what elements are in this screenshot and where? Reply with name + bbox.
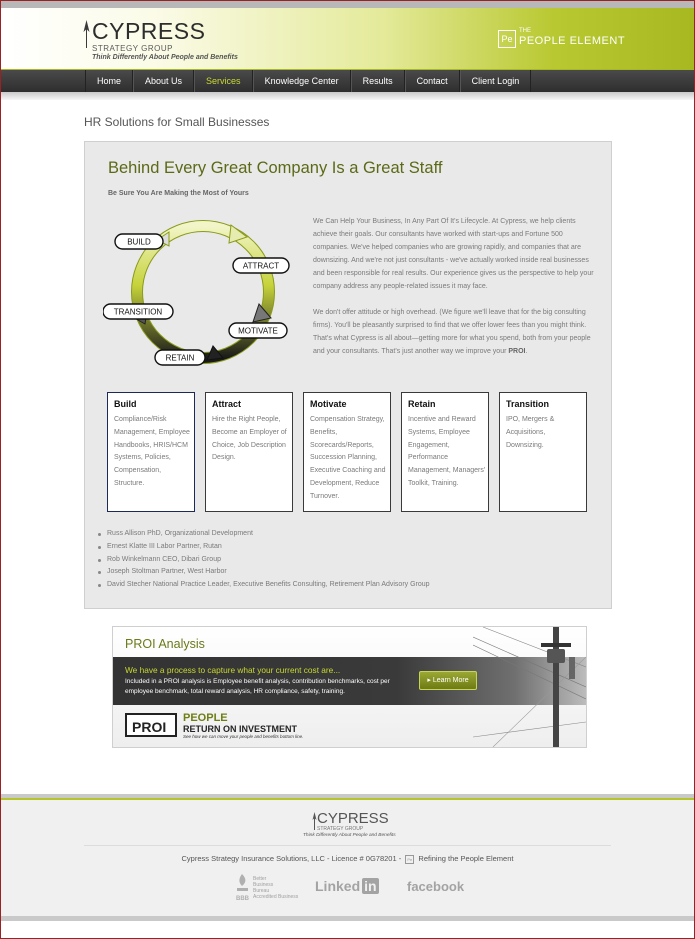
pe-name: PEOPLE ELEMENT: [519, 35, 626, 47]
bbb-torch-icon: [234, 874, 251, 902]
footer-logo-sub: STRATEGY GROUP: [317, 826, 364, 832]
pe-small-icon: Pe: [405, 855, 414, 864]
nav-shadow: [1, 92, 694, 100]
list-item: Rob Winkelmann CEO, Dibari Group: [97, 554, 430, 567]
bottom-strip: [1, 916, 694, 921]
cycle-label-transition: [103, 304, 173, 319]
pe-mark-icon: Pe: [498, 30, 516, 48]
nav-home[interactable]: Home: [85, 70, 133, 92]
proi-people-text: PEOPLE: [183, 712, 228, 724]
card-title: Attract: [212, 399, 242, 409]
logo-name: CYPRESS: [92, 18, 206, 44]
panel-heading: Behind Every Great Company Is a Great Staff: [108, 159, 443, 177]
svg-text:RETAIN: RETAIN: [165, 353, 195, 363]
main-nav: [1, 69, 694, 92]
card-retain: [401, 392, 489, 512]
nav-results[interactable]: Results: [351, 70, 405, 92]
card-motivate: [303, 392, 391, 512]
card-title: Build: [114, 399, 137, 409]
svg-text:TRANSITION: TRANSITION: [113, 307, 163, 317]
logo-sub: STRATEGY GROUP: [92, 44, 173, 53]
refining-link[interactable]: Refining the People Element: [418, 854, 514, 863]
intro-paragraph: We Can Help Your Business, In Any Part Of It's Lifecycle. At Cypress, we help clients achieve their goals. Our consultants have worked with start-ups and Fortune 500 companies. We've helped companies who are growing rapidly, and companies that are downsizing. And we're not just consultants - we've actually worked inside real businesses and been responsible for real results. Our experience gives us the perspective to help your company address any people-related issues it may face.: [313, 218, 594, 290]
logo-tagline: Think Differently About People and Benefits: [92, 54, 238, 61]
bbb-badge[interactable]: [234, 874, 299, 904]
site-footer: [1, 794, 694, 920]
card-title: Motivate: [310, 399, 347, 409]
svg-text:BBB: BBB: [236, 896, 249, 902]
card-title: Transition: [506, 399, 550, 409]
card-text: Hire the Right People, Become an Employer of Choice, Job Description Design.: [212, 416, 287, 462]
proi-banner[interactable]: [112, 626, 587, 748]
footer-logo-tagline: Think Differently About People and Benefits: [303, 833, 396, 838]
bbb-text: Better Business Bureau Accredited Business: [253, 876, 299, 900]
linkedin-icon: in: [364, 878, 377, 894]
linkedin-link[interactable]: [315, 878, 379, 894]
linkedin-text: Linked: [315, 878, 361, 894]
facebook-link[interactable]: facebook: [407, 879, 465, 894]
learn-more-button[interactable]: [419, 671, 477, 690]
utility-pole-image: [473, 627, 586, 747]
site-header: [1, 8, 694, 69]
list-item: David Stecher National Practice Leader, Executive Benefits Consulting, Retirement Plan Advisory Group: [97, 579, 430, 592]
card-transition: [499, 392, 587, 512]
list-item: Russ Allison PhD, Organizational Development: [97, 528, 430, 541]
cycle-label-retain: [155, 350, 205, 365]
nav-about-us[interactable]: About Us: [133, 70, 194, 92]
card-build: [107, 392, 195, 512]
footer-licence: [1, 854, 694, 864]
footer-logo-name: CYPRESS: [317, 810, 389, 827]
svg-text:ATTRACT: ATTRACT: [242, 261, 280, 271]
banner-title: PROI Analysis: [125, 637, 205, 651]
card-text: Compensation Strategy, Benefits, Scorecards/Reports, Succession Planning, Executive Coaching and Development, Reduce Turnover.: [310, 416, 386, 500]
list-item: Ernest Klatte III Labor Partner, Rutan: [97, 541, 430, 554]
svg-text:BUILD: BUILD: [127, 237, 151, 247]
footer-divider: [84, 845, 611, 846]
svg-text:MOTIVATE: MOTIVATE: [238, 326, 278, 336]
card-text: Compliance/Risk Management, Employee Handbooks, HRIS/HCM Systems, Policies, Compensation, Structure.: [114, 416, 190, 487]
cycle-label-attract: [233, 258, 289, 273]
learn-more-label: Learn More: [432, 677, 469, 684]
card-text: Incentive and Reward Systems, Employee Engagement, Performance Management, Managers' Toolkit, Training.: [408, 416, 486, 487]
proi-tagline: See how we can move your people and benefits bottom line.: [183, 734, 304, 739]
banner-subtitle: We have a process to capture what your current cost are...: [125, 665, 341, 675]
card-text: IPO, Mergers & Acquisitions, Downsizing.: [506, 416, 555, 449]
card-attract: [205, 392, 293, 512]
list-item: Joseph Stoltman Partner, West Harbor: [97, 566, 430, 579]
footer-logo[interactable]: [303, 810, 403, 844]
nav-contact[interactable]: Contact: [405, 70, 460, 92]
footer-accent-line: [1, 798, 694, 800]
proi-roi-text: RETURN ON INVESTMENT: [183, 724, 298, 734]
play-icon: ▸: [427, 677, 433, 684]
top-strip: [1, 1, 694, 8]
banner-body: Included in a PROI analysis is Employee benefit analysis, contribution benchmarks, cost per employee benchmark, total reward analysis, HR compliance, safety, training.: [125, 678, 390, 695]
cycle-label-motivate: [229, 323, 287, 338]
lifecycle-diagram: [103, 212, 303, 372]
nav-client-login[interactable]: Client Login: [460, 70, 532, 92]
licence-text: Cypress Strategy Insurance Solutions, LLC - Licence # 0G78201 -: [181, 854, 402, 863]
nav-knowledge-center[interactable]: Knowledge Center: [253, 70, 351, 92]
pe-the: THE: [519, 28, 531, 34]
pricing-paragraph-text: We don't offer attitude or high overhead. (We figure we'll leave that for the big consulting firms). You'll be pleasantly surprised to find that we offer lower fees than you might think. That's what Cypress is all about—getting more for what you spend, both from your people and your consultants. That's just another way we improve your: [313, 309, 591, 355]
cycle-label-build: [115, 234, 163, 249]
card-title: Retain: [408, 399, 436, 409]
panel-subheading: Be Sure You Are Making the Most of Yours: [108, 190, 249, 197]
nav-services[interactable]: Services: [194, 70, 253, 92]
proi-logo: PROI: [125, 713, 177, 737]
proi-highlight: PROI: [508, 348, 526, 355]
consultant-list: [97, 528, 430, 592]
content-panel: [84, 141, 612, 609]
pricing-paragraph: We don't offer attitude or high overhead. (We figure we'll leave that for the big consulting firms). You'll be pleasantly surprised to find that we offer lower fees than you might think. That's what Cypress is all about—getting more for what you spend, both from your people and your consultants. That's just another way we improve your PROI.: [313, 309, 591, 355]
page-title: HR Solutions for Small Businesses: [84, 115, 270, 129]
cypress-tree-icon: [83, 20, 90, 48]
